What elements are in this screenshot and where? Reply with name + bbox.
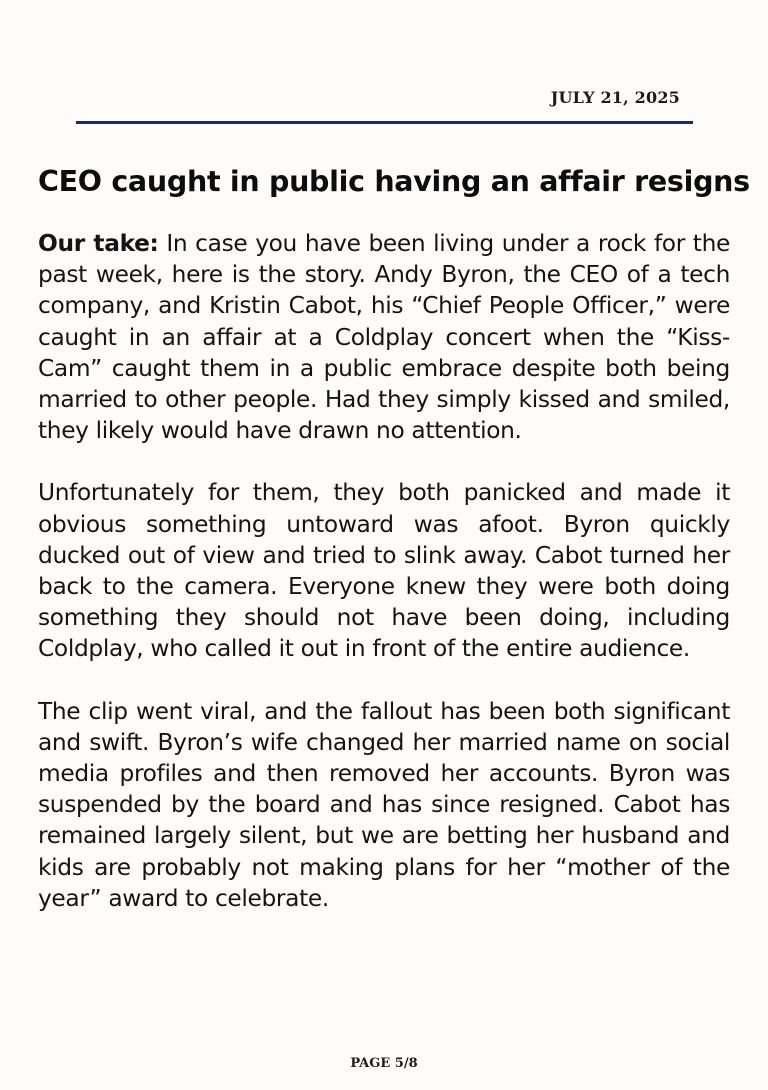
lead-label: Our take: xyxy=(38,230,159,257)
header-divider xyxy=(76,121,693,124)
article-paragraph-2: Unfortunately for them, they both panicked and made it obvious something untoward was afoot. Byron quickly ducked out of view and tried to slink away. Cabot turned her back to the camera. Everyone knew they were both doing something they should not have been doing, including Coldplay, who called it out in front of the entire audience. xyxy=(38,479,730,663)
article-headline: CEO caught in public having an affair resigns xyxy=(38,165,750,198)
article-paragraph-1 xyxy=(38,228,730,446)
page-number: PAGE 5/8 xyxy=(350,1056,418,1071)
paragraph-1-text: In case you have been living under a rock for the past week, here is the story. Andy Byron, the CEO of a tech company, and Kristin Cabot, his “Chief People Officer,” were caught in an affair at a Coldplay concert when the “Kiss-Cam” caught them in a public embrace despite both being married to other people. Had they simply kissed and smiled, they likely would have drawn no attention. xyxy=(38,230,730,445)
article-paragraph-3: The clip went viral, and the fallout has been both significant and swift. Byron’s wife changed her married name on social media profiles and then removed her accounts. Byron was suspended by the board and has since resigned. Cabot has remained largely silent, but we are betting her husband and kids are probably not making plans for her “mother of the year” award to celebrate. xyxy=(38,697,730,912)
article xyxy=(38,162,750,945)
issue-date: JULY 21, 2025 xyxy=(550,88,680,107)
